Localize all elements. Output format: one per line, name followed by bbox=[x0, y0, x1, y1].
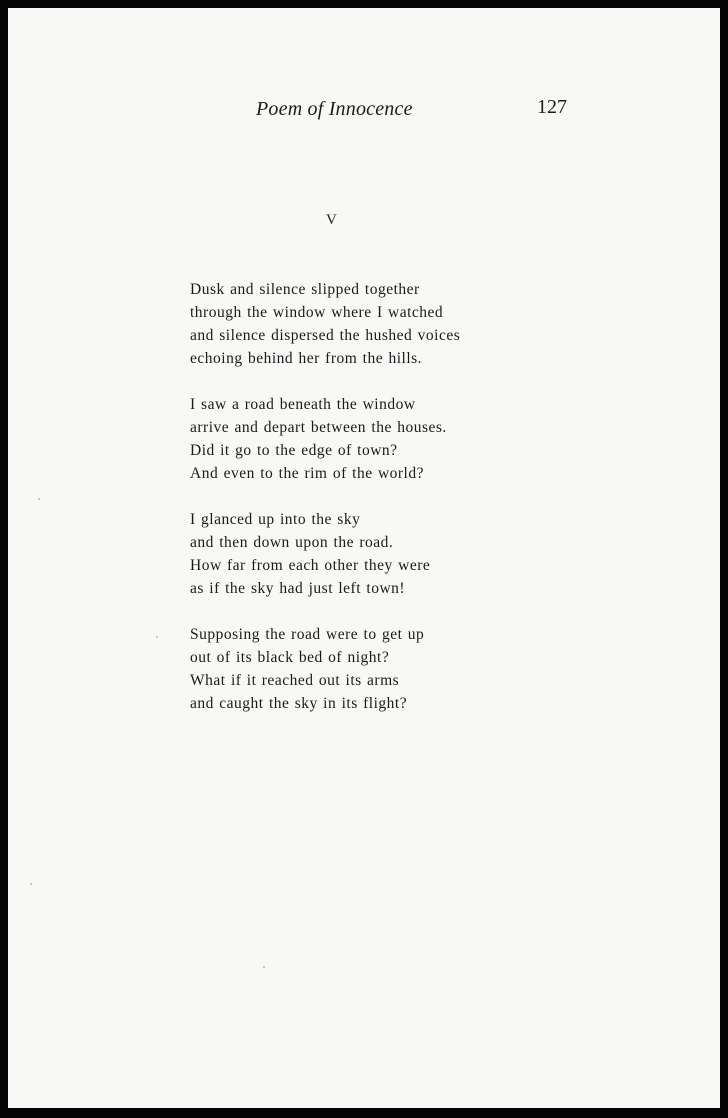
scan-speck bbox=[263, 966, 265, 968]
poem-line: I saw a road beneath the window bbox=[190, 396, 416, 413]
poem-line: Supposing the road were to get up bbox=[190, 626, 425, 643]
running-head-title: Poem of Innocence bbox=[256, 98, 413, 120]
stanza-4 bbox=[190, 623, 510, 715]
poem-line: I glanced up into the sky bbox=[190, 511, 361, 528]
poem-line: echoing behind her from the hills. bbox=[190, 350, 423, 367]
stanza-1 bbox=[190, 278, 510, 370]
poem-line: and caught the sky in its flight? bbox=[190, 695, 408, 712]
page-number: 127 bbox=[537, 96, 567, 118]
scan-speck bbox=[30, 883, 32, 885]
stanza-2 bbox=[190, 393, 510, 485]
poem-line: Did it go to the edge of town? bbox=[190, 442, 398, 459]
section-numeral: V bbox=[326, 212, 337, 228]
poem-line: What if it reached out its arms bbox=[190, 672, 400, 689]
poem-line: and silence dispersed the hushed voices bbox=[190, 327, 461, 344]
poem-line: Dusk and silence slipped together bbox=[190, 281, 420, 298]
stanza-3 bbox=[190, 508, 510, 600]
poem-line: and then down upon the road. bbox=[190, 534, 394, 551]
poem-body bbox=[190, 278, 510, 738]
scan-speck bbox=[38, 498, 40, 500]
scan-speck bbox=[156, 636, 158, 638]
poem-line: How far from each other they were bbox=[190, 557, 431, 574]
book-page bbox=[8, 8, 720, 1108]
poem-line: as if the sky had just left town! bbox=[190, 580, 406, 597]
poem-line: And even to the rim of the world? bbox=[190, 465, 424, 482]
poem-line: through the window where I watched bbox=[190, 304, 444, 321]
poem-line: out of its black bed of night? bbox=[190, 649, 390, 666]
poem-line: arrive and depart between the houses. bbox=[190, 419, 447, 436]
